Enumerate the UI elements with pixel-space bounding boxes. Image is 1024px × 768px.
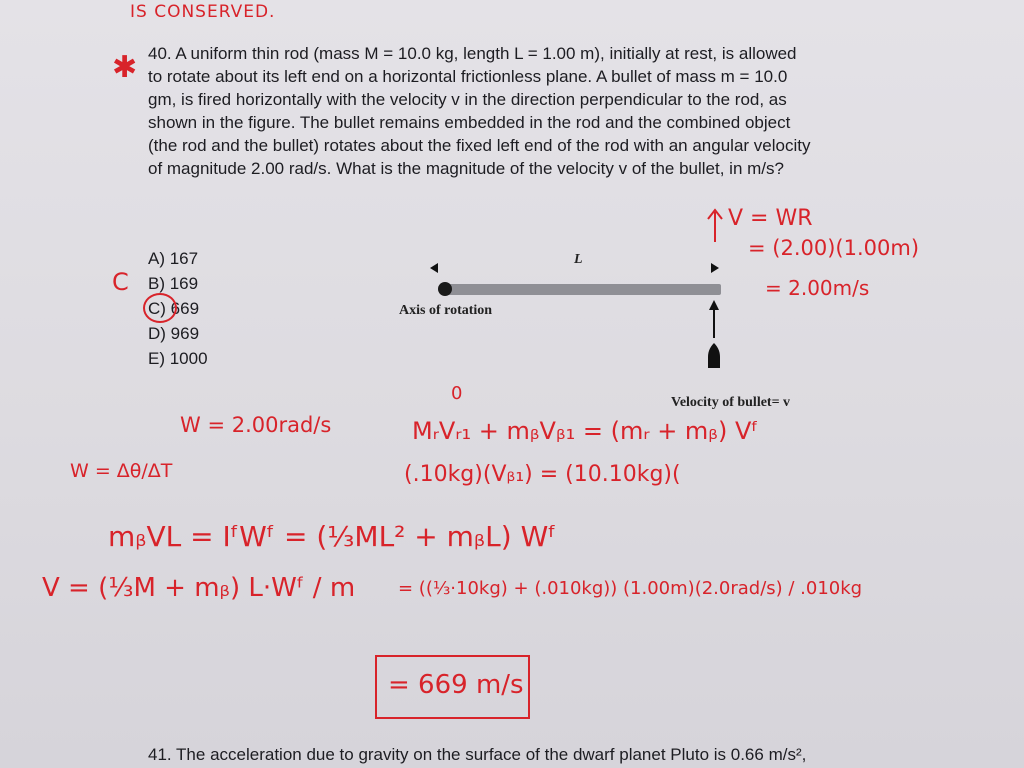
- hand-momentum-equation: MᵣVᵣ₁ + mᵦVᵦ₁ = (mᵣ + mᵦ) Vᶠ: [412, 417, 759, 445]
- question-line: (the rod and the bullet) rotates about the fixed left end of the rod with an angular velocity: [148, 136, 811, 155]
- hand-final-answer: = 669 m/s: [388, 670, 524, 700]
- question-line: gm, is fired horizontally with the velocity v in the direction perpendicular to the rod, as: [148, 90, 787, 109]
- hand-omega: W = 2.00rad/s: [180, 413, 332, 437]
- hand-angular-momentum: mᵦVL = IᶠWᶠ = (⅓ML² + mᵦL) Wᶠ: [108, 520, 557, 553]
- option-d: D) 969: [148, 324, 200, 343]
- hand-arrow-up: [705, 208, 725, 244]
- hand-momentum-substitution: (.10kg)(Vᵦ₁) = (10.10kg)(: [404, 462, 681, 487]
- velocity-label: Velocity of bullet= v: [671, 395, 791, 410]
- selected-answer-circle: [143, 293, 177, 323]
- axis-label: Axis of rotation: [399, 303, 493, 318]
- length-label: L: [574, 252, 583, 267]
- rod: [445, 284, 721, 295]
- margin-answer: C: [112, 268, 129, 296]
- option-a: A) 167: [148, 249, 199, 268]
- right-arrowhead: [711, 263, 719, 273]
- question-line: shown in the figure. The bullet remains embedded in the rod and the combined object: [148, 113, 791, 132]
- question-line: to rotate about its left end on a horizontal frictionless plane. A bullet of mass m = 10.0: [148, 67, 788, 86]
- question-line: of magnitude 2.00 rad/s. What is the magnitude of the velocity v of the bullet, in m/s?: [148, 159, 784, 178]
- option-e: E) 1000: [148, 349, 208, 368]
- hand-v-equals-wr: V = WR: [728, 206, 813, 231]
- hand-v-substitution: = (2.00)(1.00m): [748, 236, 920, 260]
- hand-solve-substitution: = ((⅓·10kg) + (.010kg)) (1.00m)(2.0rad/s) / .010kg: [398, 578, 863, 599]
- hand-v-result: = 2.00m/s: [765, 276, 870, 300]
- question-text: [148, 42, 810, 180]
- question-line: 40. A uniform thin rod (mass M = 10.0 kg, length L = 1.00 m), initially at rest, is allowed: [148, 44, 797, 63]
- header-note: IS CONSERVED.: [130, 2, 276, 22]
- velocity-arrow: [704, 300, 724, 340]
- hand-zero-mark: 0: [451, 383, 463, 404]
- next-question: 41. The acceleration due to gravity on the surface of the dwarf planet Pluto is 0.66 m/s²,: [148, 745, 807, 764]
- hand-omega-definition: W = Δθ/ΔT: [70, 460, 173, 482]
- pivot-dot: [438, 282, 452, 296]
- option-c: C) 669: [148, 299, 200, 318]
- star-mark: ✱: [112, 50, 138, 85]
- hand-solve-expression: V = (⅓M + mᵦ) L·Wᶠ / m: [42, 573, 356, 603]
- left-arrowhead: [430, 263, 438, 273]
- bullet-icon: [705, 342, 723, 370]
- option-b: B) 169: [148, 274, 199, 293]
